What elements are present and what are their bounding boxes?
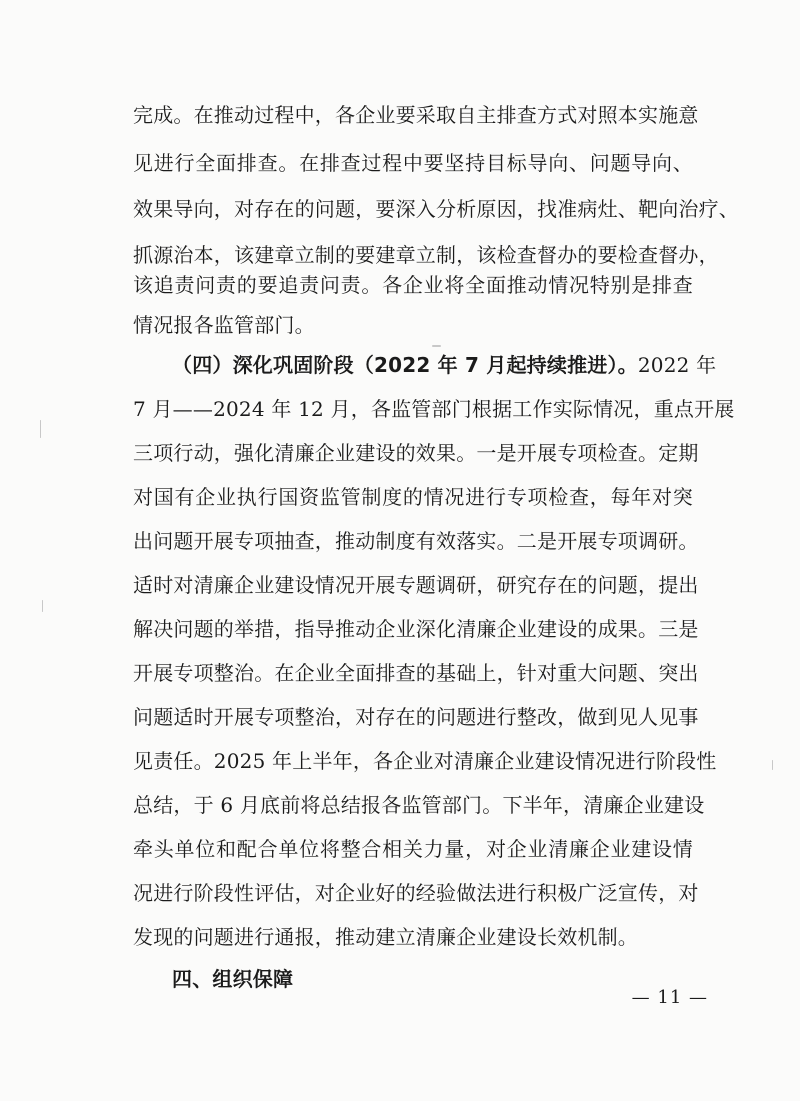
scan-speck [42, 600, 43, 612]
paragraph-line: 开展专项整治。在企业全面排查的基础上，针对重大问题、突出 [133, 661, 699, 685]
paragraph-line: 抓源治本，该建章立制的要建章立制，该检查督办的要检查督办， [133, 243, 719, 267]
paragraph-line: 解决问题的举措，指导推动企业深化清廉企业建设的成果。三是 [133, 617, 699, 641]
paragraph-line: 见责任。2025 年上半年，各企业对清廉企业建设情况进行阶段性 [133, 749, 717, 773]
stage4-heading-tail: 2022 年 [637, 353, 717, 377]
paragraph-line: 问题适时开展专项整治，对存在的问题进行整改，做到见人见事 [133, 705, 699, 729]
paragraph-line: 出问题开展专项抽查，推动制度有效落实。二是开展专项调研。 [133, 529, 699, 553]
paragraph-line: 情况报各监管部门。 [133, 313, 315, 337]
paragraph-line: 见进行全面排查。在排查过程中要坚持目标导向、问题导向、 [133, 151, 693, 175]
scan-speck [40, 420, 41, 438]
paragraph-line: 效果导向，对存在的问题，要深入分析原因，找准病灶、靶向治疗、 [133, 197, 739, 221]
paragraph-line: 总结，于 6 月底前将总结报各监管部门。下半年，清廉企业建设 [133, 793, 705, 817]
paragraph-line: 况进行阶段性评估，对企业好的经验做法进行积极广泛宣传，对 [133, 881, 699, 905]
page-number: — 11 — [631, 987, 708, 1008]
paragraph-line: 该追责问责的要追责问责。各企业将全面推动情况特别是排查 [133, 273, 693, 297]
scan-speck [432, 345, 441, 347]
scan-speck [772, 760, 773, 770]
paragraph-line: 7 月——2024 年 12 月，各监管部门根据工作实际情况，重点开展 [133, 397, 735, 421]
paragraph-line: 对国有企业执行国资监管制度的情况进行专项检查，每年对突 [133, 485, 693, 509]
paragraph-line: 完成。在推动过程中，各企业要采取自主排查方式对照本实施意 [133, 103, 699, 127]
section-heading: 四、组织保障 [172, 967, 294, 991]
stage4-heading: （四）深化巩固阶段（2022 年 7 月起持续推进）。 [172, 353, 638, 377]
paragraph-line: 三项行动，强化清廉企业建设的效果。一是开展专项检查。定期 [133, 441, 699, 465]
paragraph-line: 牵头单位和配合单位将整合相关力量，对企业清廉企业建设情 [133, 837, 693, 861]
paragraph-line: 适时对清廉企业建设情况开展专题调研，研究存在的问题，提出 [133, 573, 699, 597]
paragraph-line: 发现的问题进行通报，推动建立清廉企业建设长效机制。 [133, 925, 638, 949]
stage4-first-line [172, 352, 717, 378]
